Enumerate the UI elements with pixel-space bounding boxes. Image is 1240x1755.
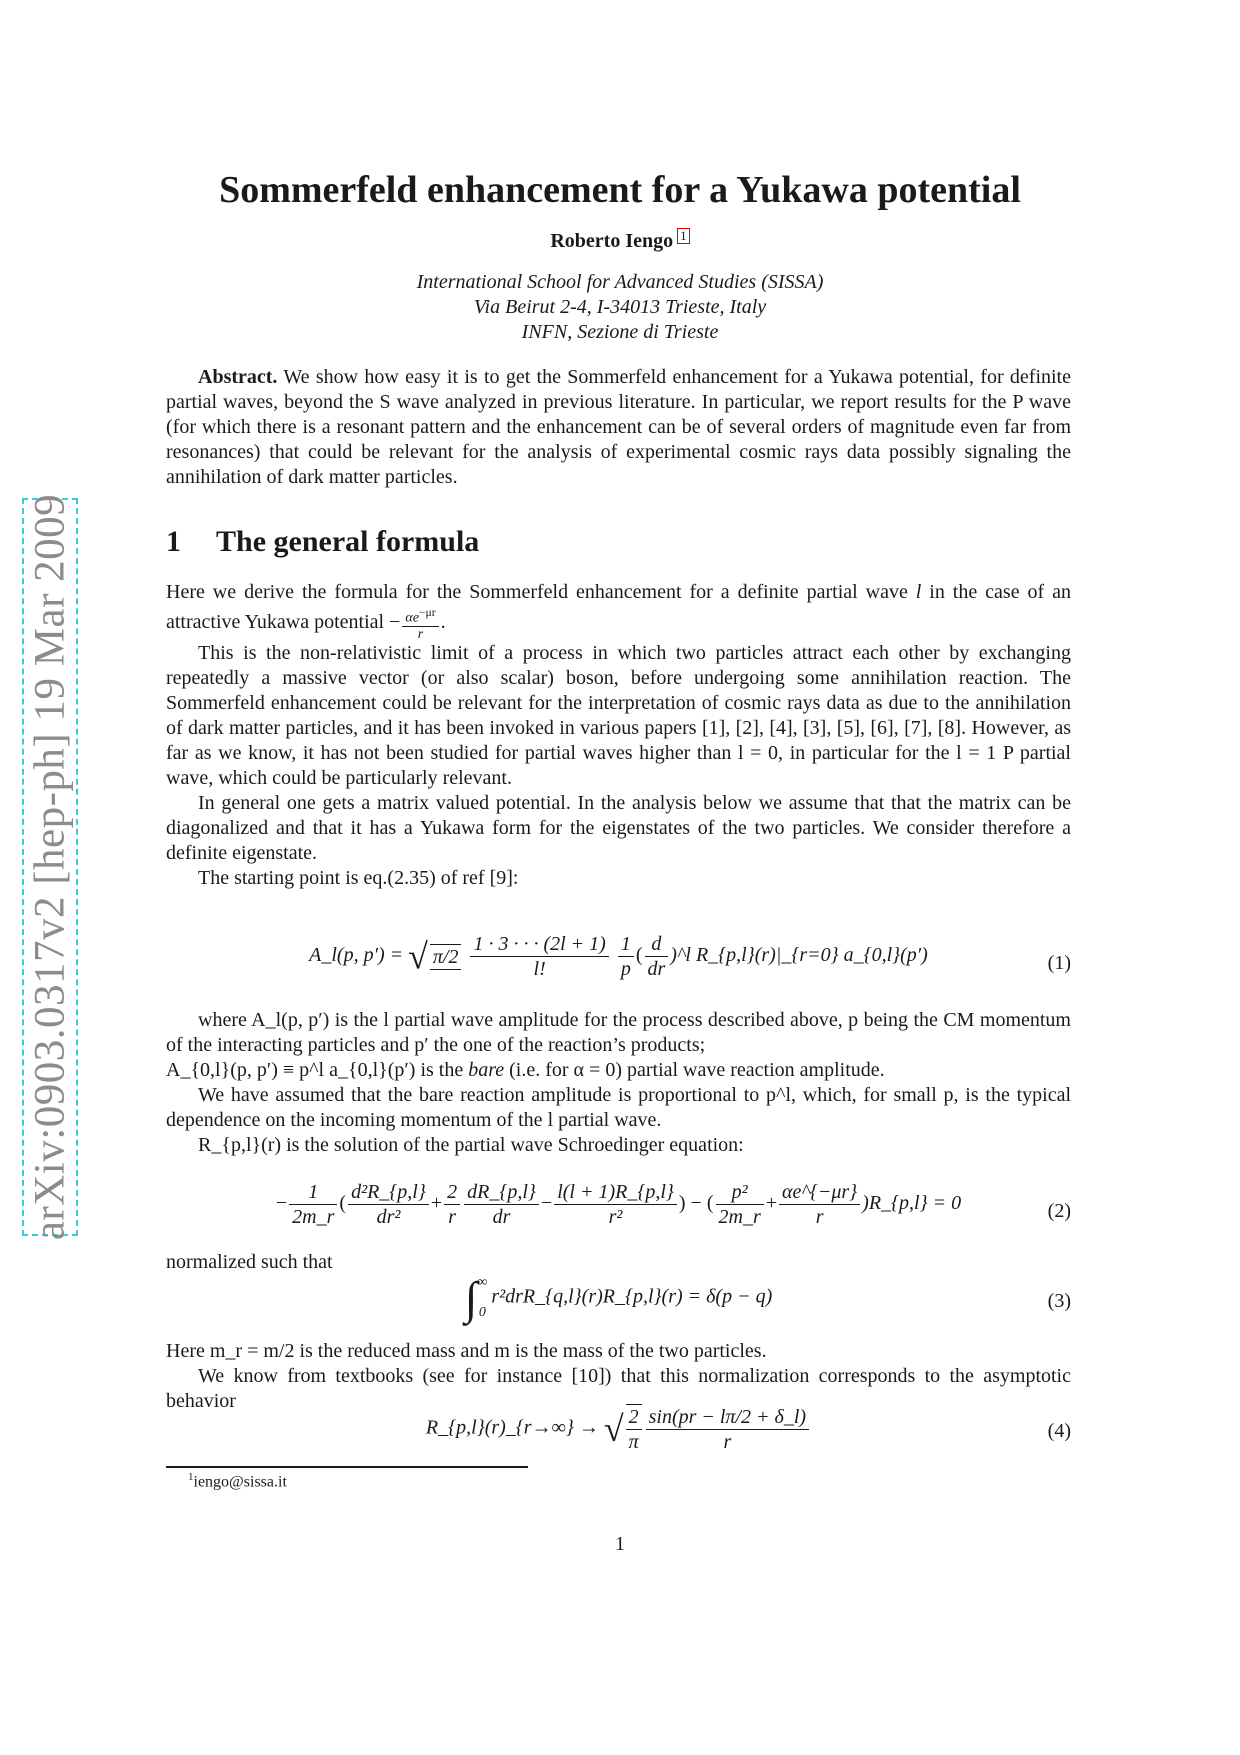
abstract-label: Abstract.	[198, 366, 278, 388]
affiliation	[0, 270, 1240, 345]
arxiv-identifier: arXiv:0903.0317v2 [hep-ph] 19 Mar 2009	[26, 493, 74, 1241]
paper-title: Sommerfeld enhancement for a Yukawa potential	[219, 169, 1021, 211]
equation-number: (4)	[1047, 1420, 1071, 1442]
affiliation-line: INFN, Sezione di Trieste	[521, 321, 719, 343]
eq-rest: )R_{p,l} = 0	[862, 1192, 962, 1215]
section-number: 1	[166, 525, 181, 558]
equation-number: (1)	[1047, 952, 1071, 974]
paragraph: A_{0,l}(p, p′) ≡ p^l a_{0,l}(p′) is the bare (i.e. for α = 0) partial wave reaction amplitude.	[166, 1059, 885, 1081]
paragraph: Here m_r = m/2 is the reduced mass and m is the mass of the two particles.	[166, 1340, 767, 1362]
page-number: 1	[615, 1533, 625, 1555]
math-var: l	[915, 581, 922, 603]
paragraph: where A_l(p, p′) is the l partial wave amplitude for the process described above, p being the CM momentum of the interacting particles and p′ the one of the reaction’s products;	[166, 1009, 1071, 1056]
footnote-email[interactable]: iengo@sissa.it	[193, 1473, 287, 1491]
paragraph-text: in the case of an attractive Yukawa potential −	[166, 581, 1071, 633]
after-eq3-paragraphs	[166, 1339, 1071, 1414]
section-heading	[166, 525, 479, 559]
eq-fraction: $\frac{1}{p}$	[618, 932, 634, 981]
frac-den: r	[417, 626, 424, 642]
author-name: Roberto Iengo	[550, 230, 674, 252]
sqrt-sign: √	[408, 936, 428, 977]
integral-sign: ∫	[464, 1272, 478, 1324]
paragraph-text: Here we derive the formula for the Sommerfeld enhancement for a definite partial wave	[166, 581, 916, 603]
body-paragraphs	[166, 641, 1071, 891]
equation-number: (2)	[1047, 1200, 1071, 1222]
sqrt-fraction: π/2	[430, 944, 462, 970]
paragraph: The starting point is eq.(2.35) of ref [9]:	[198, 867, 519, 889]
sqrt-sign: √	[603, 1409, 624, 1449]
frac-exp: −μr	[418, 606, 436, 619]
equation-3: ∫ ∞ 0 r²drR_{q,l}(r)R_{p,l}(r) = δ(p − q) (3)	[464, 1272, 1071, 1324]
equation-2: − $\frac{1}{2m\_r}$ ( $\frac{\text{d²R\_\{p,l\}}}{\text{dr²}}$ + $\frac{2}{r}$ $\frac{dR\_\{p,l\}}{dr}$ − $\frac{l(l + 1)R\_\{p,l\}}{\text{r²}}$ ) − ( $\frac{\text{p²}}{2m\_r}$ + $\frac{\alpha e\^{}\{-\mu r\}}{r}$ )R_{p,l} = 0 (2)	[275, 1181, 1071, 1228]
paragraph: In general one gets a matrix valued potential. In the analysis below we assume that that the matrix can be diagonalized and that it has a Yukawa form for the eigenstates of the two particles. We consider therefore a definite eigenstate.	[166, 792, 1071, 864]
eq-lhs: A_l(p, p′) =	[309, 944, 404, 967]
intro-paragraph	[166, 580, 1071, 642]
equation-1: A_l(p, p′) = √ π/2 $\frac{1 \cdot 3 \cdot \cdot \cdot (2l + 1)}{l!}$ $\frac{1}{p}$ ( $\frac{d}{dr}$ )^l R_{p,l}(r)|_{r=0} a_{0,l}(p′) (1)	[309, 933, 1071, 980]
after-eq1-paragraphs	[166, 1008, 1071, 1158]
eq-rest: r²drR_{q,l}(r)R_{p,l}(r) = δ(p − q)	[491, 1285, 773, 1308]
eq-rest: )^l R_{p,l}(r)|_{r=0} a_{0,l}(p′)	[670, 944, 928, 967]
eq-lhs: R_{p,l}(r)_{r→∞} →	[425, 1416, 599, 1439]
yukawa-fraction	[402, 605, 438, 642]
eq-fraction: $\frac{d}{dr}$	[645, 932, 669, 981]
abstract-text: We show how easy it is to get the Sommerfeld enhancement for a Yukawa potential, for definite partial waves, beyond the S wave analyzed in previous literature. In particular, we report results for the P wave (for which there is a resonant pattern and the enhancement can be of several orders of magnitude even far from resonances) that could be relevant for the analysis of experimental cosmic rays data possibly signaling the annihilation of dark matter particles.	[166, 366, 1071, 488]
affiliation-line: Via Beirut 2-4, I-34013 Trieste, Italy	[473, 296, 767, 318]
paragraph-text: .	[440, 610, 446, 633]
footnote-mark: 1	[188, 1471, 194, 1483]
emphasis: bare	[468, 1059, 505, 1081]
paragraph: We know from textbooks (see for instance [10]) that this normalization corresponds to the asymptotic behavior	[166, 1365, 1071, 1412]
paragraph: R_{p,l}(r) is the solution of the partial wave Schroedinger equation:	[198, 1134, 744, 1156]
author-line	[0, 228, 1240, 253]
paragraph: This is the non-relativistic limit of a process in which two particles attract each other by exchanging repeatedly a massive vector (or also scalar) boson, before undergoing some annihilation reaction. The Sommerfeld enhancement could be relevant for the interpretation of cosmic rays data as due to the annihilation of dark matter particles, and it has been invoked in various papers [1], [2], [4], [3], [5], [6], [7], [8]. However, as far as we know, it has not been studied for partial waves higher than l = 0, in particular for the l = 1 P partial wave, which could be particularly relevant.	[166, 642, 1071, 789]
footnote-link[interactable]: 1	[677, 228, 690, 244]
equation-number: (3)	[1047, 1290, 1071, 1312]
section-title: The general formula	[216, 525, 480, 558]
affiliation-line: International School for Advanced Studies (SISSA)	[416, 271, 824, 293]
abstract	[166, 365, 1071, 490]
equation-4: R_{p,l}(r)_{r→∞} → √ $\frac{2}{\pi}$ $\frac{\sin(pr - l\pi/2 + \delta\_l)}{r}$ (4)	[425, 1405, 1071, 1453]
arxiv-side-stamp[interactable]	[22, 493, 78, 1241]
paragraph: normalized such that	[166, 1251, 333, 1273]
paragraph: We have assumed that the bare reaction amplitude is proportional to p^l, which, for small p, is the typical dependence on the incoming momentum of the l partial wave.	[166, 1084, 1071, 1131]
frac-num: αe	[405, 610, 419, 626]
footnote-rule	[166, 1466, 528, 1468]
footnote	[188, 1471, 287, 1491]
eq-fraction: $\frac{1 \cdot 3 \cdot \cdot \cdot (2l + 1)}{l!}$	[470, 932, 608, 981]
